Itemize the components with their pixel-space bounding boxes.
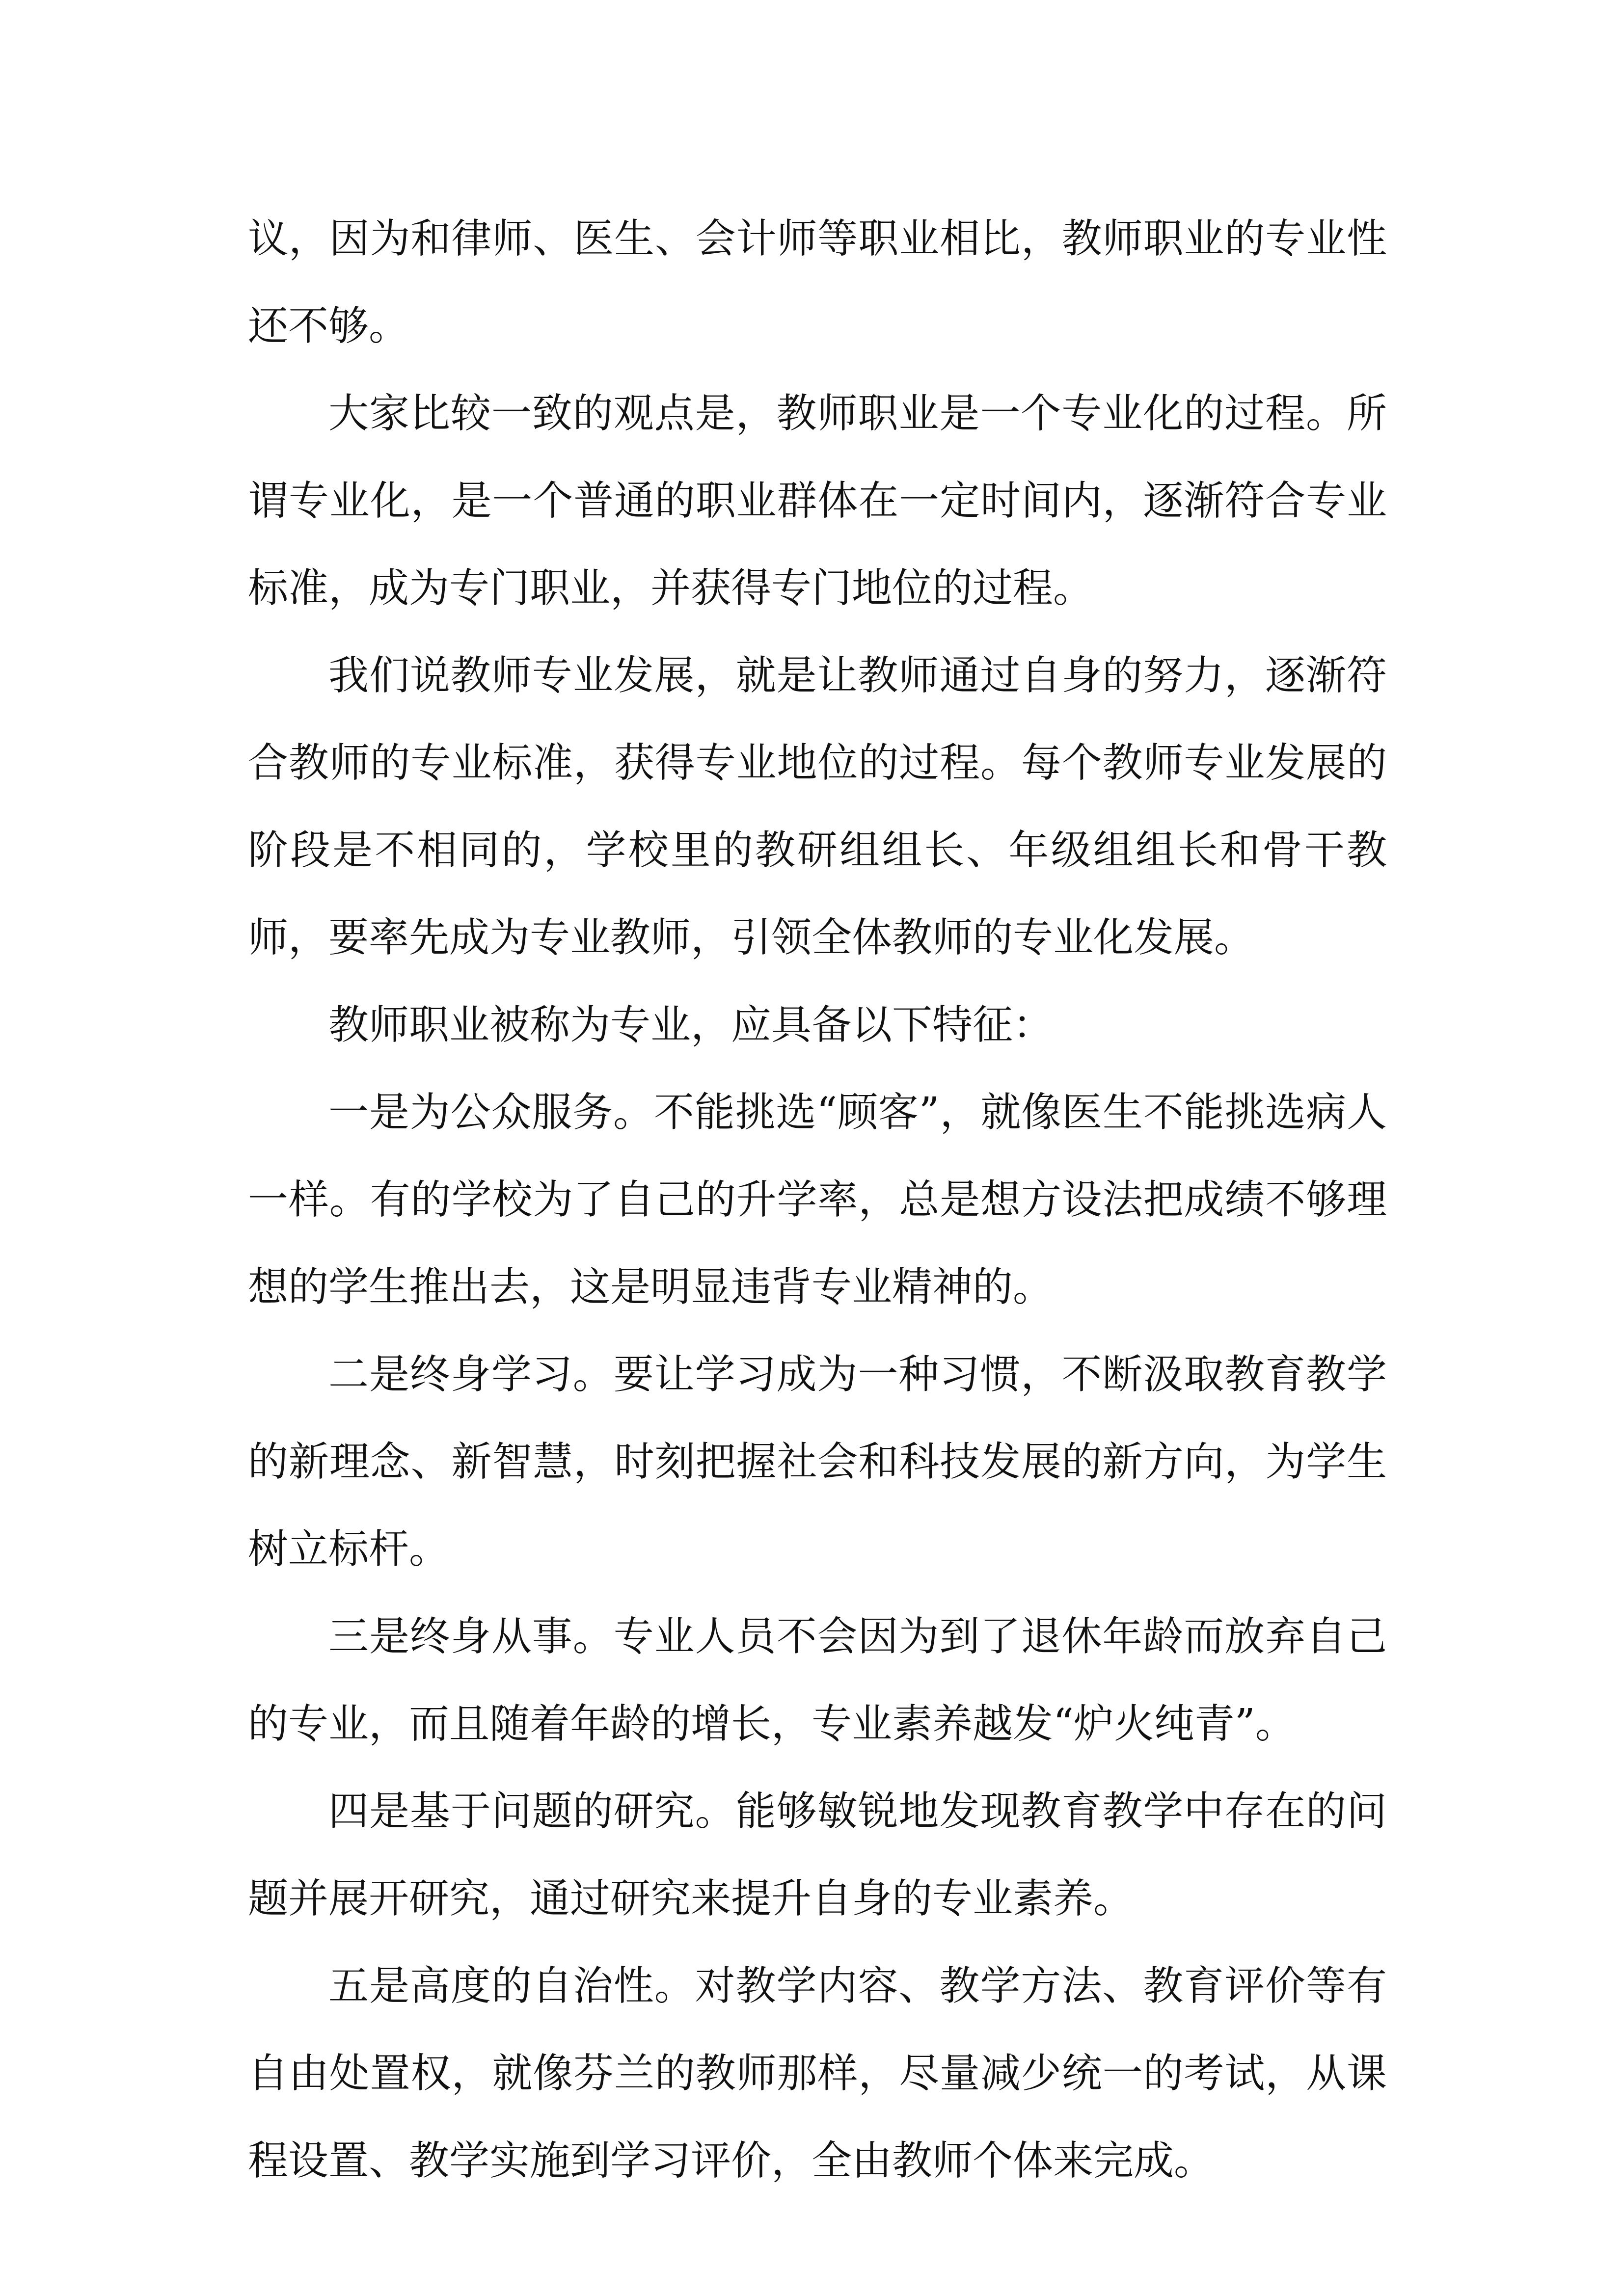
paragraph-feature-lifelong-career: 三是终身从事。专业人员不会因为到了退休年龄而放弃自己的专业，而且随着年龄的增长，专业素养越发“炉火纯青”。: [248, 1613, 1387, 1747]
paragraph-feature-lifelong-learning: 二是终身学习。要让学习成为一种习惯，不断汲取教育教学的新理念、新智慧，时刻把握社会和科技发展的新方向，为学生树立标杆。: [248, 1351, 1387, 1573]
paragraph-feature-research: 四是基于问题的研究。能够敏锐地发现教育教学中存在的问题并展开研究，通过研究来提升自身的专业素养。: [248, 1788, 1387, 1922]
paragraph-feature-autonomy: 五是高度的自治性。对教学内容、教学方法、教育评价等有自由处置权，就像芬兰的教师那样，尽量减少统一的考试，从课程设置、教学实施到学习评价，全由教师个体来完成。: [248, 1963, 1387, 2184]
paragraph-professionalization: 大家比较一致的观点是，教师职业是一个专业化的过程。所谓专业化，是一个普通的职业群体在一定时间内，逐渐符合专业标准，成为专门职业，并获得专门地位的过程。: [248, 390, 1387, 612]
paragraph-professional-development: 我们说教师专业发展，就是让教师通过自身的努力，逐渐符合教师的专业标准，获得专业地位的过程。每个教师专业发展的阶段是不相同的，学校里的教研组组长、年级组组长和骨干教师，要率先成为专业教师，引领全体教师的专业化发展。: [248, 652, 1387, 961]
paragraph-feature-public-service: 一是为公众服务。不能挑选“顾客”，就像医生不能挑选病人一样。有的学校为了自己的升学率，总是想方设法把成绩不够理想的学生推出去，这是明显违背专业精神的。: [248, 1089, 1387, 1310]
document-body: [248, 195, 1387, 2205]
paragraph-features-intro: 教师职业被称为专业，应具备以下特征：: [328, 1002, 1054, 1048]
paragraph-continuation: 议，因为和律师、医生、会计师等职业相比，教师职业的专业性还不够。: [248, 215, 1387, 349]
